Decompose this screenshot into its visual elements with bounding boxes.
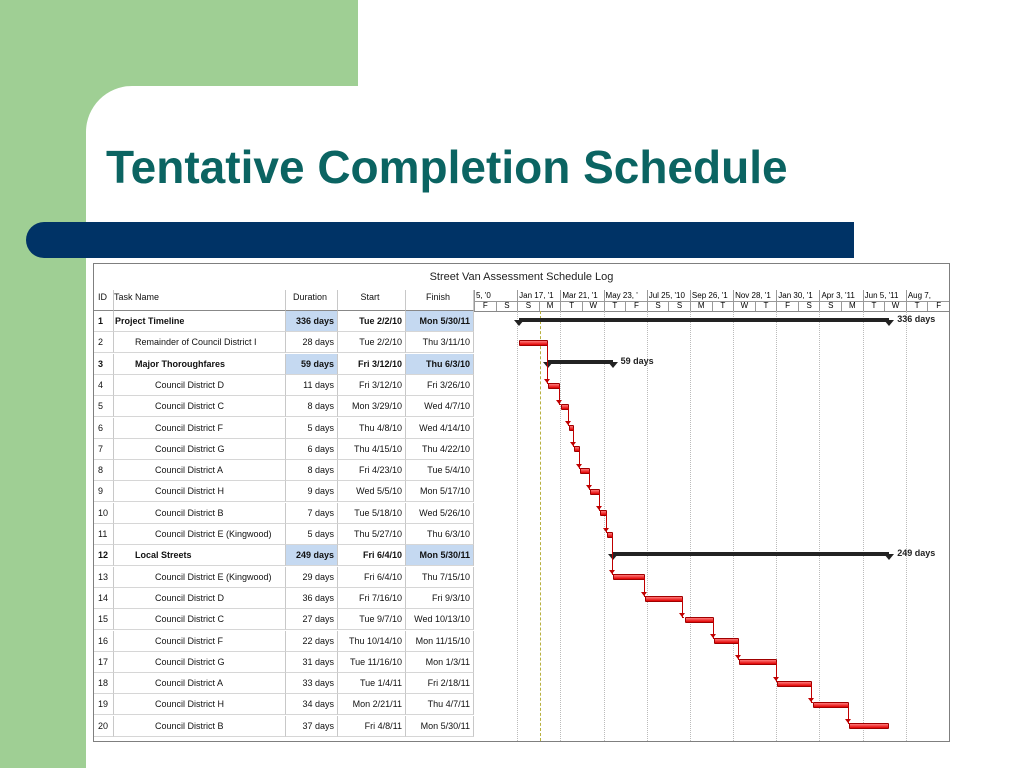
timescale-minor-label: T	[604, 301, 626, 311]
dependency-arrow-icon	[773, 677, 779, 681]
table-row[interactable]	[94, 354, 474, 375]
table-row[interactable]	[94, 631, 474, 652]
table-row[interactable]	[94, 545, 474, 566]
summary-bar-cap	[884, 554, 894, 560]
timescale-major-label: Aug 7,	[906, 290, 949, 301]
cell-task-name: Project Timeline	[114, 311, 286, 332]
summary-duration-label: 336 days	[897, 313, 936, 324]
cell-start: Fri 7/16/10	[338, 588, 406, 609]
cell-duration: 31 days	[286, 652, 338, 673]
gridline	[819, 311, 820, 741]
cell-finish: Thu 3/11/10	[406, 332, 474, 353]
timescale-minor-label: F	[474, 301, 496, 311]
cell-task-name: Remainder of Council District I	[114, 332, 286, 353]
table-row[interactable]	[94, 673, 474, 694]
header-task-name: Task Name	[114, 290, 286, 311]
task-bar[interactable]	[645, 596, 683, 602]
cell-id: 6	[94, 418, 114, 439]
timescale-minor-label: S	[668, 301, 690, 311]
cell-start: Fri 4/23/10	[338, 460, 406, 481]
dependency-arrow-icon	[544, 379, 550, 383]
timescale-minor-label: F	[927, 301, 949, 311]
dependency-link	[612, 535, 614, 576]
dependency-arrow-icon	[808, 698, 814, 702]
timescale-major-label: Jul 25, '10	[647, 290, 690, 301]
cell-finish: Mon 11/15/10	[406, 631, 474, 652]
dependency-arrow-icon	[556, 400, 562, 404]
cell-duration: 27 days	[286, 609, 338, 630]
table-row[interactable]	[94, 716, 474, 737]
cell-start: Fri 6/4/10	[338, 545, 406, 566]
cell-duration: 9 days	[286, 481, 338, 502]
cell-finish: Fri 2/18/11	[406, 673, 474, 694]
cell-duration: 22 days	[286, 631, 338, 652]
timescale-minor-label: T	[863, 301, 885, 311]
summary-bar[interactable]	[519, 318, 889, 322]
gridline	[906, 311, 907, 741]
timescale-major-label: Mar 21, '1	[560, 290, 603, 301]
table-row[interactable]	[94, 652, 474, 673]
cell-finish: Mon 5/30/11	[406, 716, 474, 737]
timescale-minor-label: M	[539, 301, 561, 311]
timescale	[474, 290, 949, 311]
cell-finish: Wed 5/26/10	[406, 503, 474, 524]
table-row[interactable]	[94, 503, 474, 524]
gantt-title: Street Van Assessment Schedule Log	[429, 271, 614, 283]
cell-duration: 11 days	[286, 375, 338, 396]
table-row[interactable]	[94, 524, 474, 545]
table-row[interactable]	[94, 396, 474, 417]
cell-id: 7	[94, 439, 114, 460]
cell-start: Thu 10/14/10	[338, 631, 406, 652]
timescale-minor-label: S	[819, 301, 841, 311]
cell-duration: 8 days	[286, 460, 338, 481]
cell-start: Tue 5/18/10	[338, 503, 406, 524]
cell-id: 13	[94, 567, 114, 588]
cell-id: 11	[94, 524, 114, 545]
timescale-minor-label: F	[776, 301, 798, 311]
table-row[interactable]	[94, 567, 474, 588]
cell-start: Tue 1/4/11	[338, 673, 406, 694]
cell-task-name: Council District B	[114, 716, 286, 737]
dependency-arrow-icon	[735, 655, 741, 659]
gridline	[733, 311, 734, 741]
cell-task-name: Council District D	[114, 588, 286, 609]
gridline	[863, 311, 864, 741]
cell-finish: Mon 5/30/11	[406, 311, 474, 332]
cell-duration: 5 days	[286, 524, 338, 545]
cell-id: 1	[94, 311, 114, 332]
table-row[interactable]	[94, 588, 474, 609]
cell-start: Mon 3/29/10	[338, 396, 406, 417]
summary-duration-label: 59 days	[620, 356, 654, 367]
timescale-minor-label: S	[798, 301, 820, 311]
summary-bar[interactable]	[548, 360, 612, 364]
dependency-arrow-icon	[565, 421, 571, 425]
cell-task-name: Council District C	[114, 396, 286, 417]
cell-id: 15	[94, 609, 114, 630]
header-id: ID	[94, 290, 114, 311]
table-row[interactable]	[94, 481, 474, 502]
dependency-arrow-icon	[586, 485, 592, 489]
gantt-chart-panel	[93, 263, 950, 742]
cell-start: Tue 2/2/10	[338, 332, 406, 353]
timescale-minor-label: W	[884, 301, 906, 311]
timescale-minor-label: M	[690, 301, 712, 311]
cell-id: 16	[94, 631, 114, 652]
cell-finish: Wed 10/13/10	[406, 609, 474, 630]
cell-task-name: Council District H	[114, 694, 286, 715]
cell-start: Thu 5/27/10	[338, 524, 406, 545]
timescale-minor-label: T	[906, 301, 928, 311]
cell-finish: Thu 6/3/10	[406, 524, 474, 545]
table-header	[94, 290, 474, 311]
cell-duration: 249 days	[286, 545, 338, 566]
task-bar[interactable]	[714, 638, 739, 644]
header-finish: Finish	[406, 290, 474, 311]
cell-start: Mon 2/21/11	[338, 694, 406, 715]
cell-start: Thu 4/15/10	[338, 439, 406, 460]
dependency-arrow-icon	[596, 506, 602, 510]
cell-task-name: Council District F	[114, 631, 286, 652]
cell-task-name: Council District D	[114, 375, 286, 396]
timescale-minor-label: W	[733, 301, 755, 311]
cell-task-name: Council District H	[114, 481, 286, 502]
gridline	[647, 311, 648, 741]
cell-finish: Wed 4/7/10	[406, 396, 474, 417]
status-date-line	[540, 311, 541, 741]
cell-id: 10	[94, 503, 114, 524]
timescale-major-label: May 23, '	[604, 290, 647, 301]
cell-id: 4	[94, 375, 114, 396]
summary-bar-cap	[514, 320, 524, 326]
cell-duration: 8 days	[286, 396, 338, 417]
timescale-major-label: Jun 5, '11	[863, 290, 906, 301]
cell-finish: Tue 5/4/10	[406, 460, 474, 481]
dependency-arrow-icon	[609, 570, 615, 574]
cell-finish: Mon 5/17/10	[406, 481, 474, 502]
table-row[interactable]	[94, 311, 474, 332]
table-row[interactable]	[94, 332, 474, 353]
cell-duration: 34 days	[286, 694, 338, 715]
timescale-minor-label: T	[712, 301, 734, 311]
task-bar[interactable]	[685, 617, 713, 623]
table-row[interactable]	[94, 375, 474, 396]
navy-divider-bar	[26, 222, 854, 258]
cell-start: Fri 3/12/10	[338, 354, 406, 375]
cell-task-name: Council District E (Kingwood)	[114, 524, 286, 545]
task-bar[interactable]	[849, 723, 890, 729]
cell-task-name: Council District G	[114, 439, 286, 460]
cell-duration: 37 days	[286, 716, 338, 737]
dependency-arrow-icon	[641, 592, 647, 596]
cell-duration: 6 days	[286, 439, 338, 460]
cell-finish: Mon 5/30/11	[406, 545, 474, 566]
cell-start: Wed 5/5/10	[338, 481, 406, 502]
table-row[interactable]	[94, 460, 474, 481]
cell-finish: Thu 4/7/11	[406, 694, 474, 715]
task-bar[interactable]	[777, 681, 812, 687]
cell-duration: 7 days	[286, 503, 338, 524]
cell-start: Thu 4/8/10	[338, 418, 406, 439]
dependency-arrow-icon	[603, 528, 609, 532]
cell-task-name: Council District B	[114, 503, 286, 524]
cell-id: 5	[94, 396, 114, 417]
gantt-bars-area	[474, 311, 949, 741]
dependency-arrow-icon	[710, 634, 716, 638]
timescale-major-label: 5, '0	[474, 290, 517, 301]
summary-bar[interactable]	[613, 552, 890, 556]
task-bar[interactable]	[613, 574, 645, 580]
cell-task-name: Council District A	[114, 460, 286, 481]
dependency-arrow-icon	[845, 719, 851, 723]
cell-start: Tue 9/7/10	[338, 609, 406, 630]
timescale-minor-label: T	[560, 301, 582, 311]
task-bar[interactable]	[519, 340, 548, 346]
table-row[interactable]	[94, 418, 474, 439]
timescale-minor-label: S	[496, 301, 518, 311]
cell-finish: Thu 4/22/10	[406, 439, 474, 460]
cell-duration: 336 days	[286, 311, 338, 332]
summary-duration-label: 249 days	[897, 547, 936, 558]
cell-id: 19	[94, 694, 114, 715]
dependency-arrow-icon	[679, 613, 685, 617]
cell-task-name: Council District E (Kingwood)	[114, 567, 286, 588]
cell-start: Fri 6/4/10	[338, 567, 406, 588]
cell-id: 9	[94, 481, 114, 502]
cell-id: 12	[94, 545, 114, 566]
cell-duration: 36 days	[286, 588, 338, 609]
cell-duration: 5 days	[286, 418, 338, 439]
header-start: Start	[338, 290, 406, 311]
timescale-major-label: Jan 30, '1	[776, 290, 819, 301]
task-bar[interactable]	[739, 659, 777, 665]
timescale-major-label: Nov 28, '1	[733, 290, 776, 301]
header-duration: Duration	[286, 290, 338, 311]
task-bar[interactable]	[813, 702, 848, 708]
cell-start: Fri 4/8/11	[338, 716, 406, 737]
timescale-major-label: Apr 3, '11	[819, 290, 862, 301]
cell-id: 8	[94, 460, 114, 481]
timescale-minor-label: T	[755, 301, 777, 311]
cell-task-name: Council District A	[114, 673, 286, 694]
cell-task-name: Council District G	[114, 652, 286, 673]
cell-id: 3	[94, 354, 114, 375]
gridline	[604, 311, 605, 741]
cell-finish: Thu 6/3/10	[406, 354, 474, 375]
gridline	[690, 311, 691, 741]
cell-start: Tue 11/16/10	[338, 652, 406, 673]
cell-id: 17	[94, 652, 114, 673]
slide-title: Tentative Completion Schedule	[106, 141, 788, 193]
cell-start: Fri 3/12/10	[338, 375, 406, 396]
dependency-arrow-icon	[576, 464, 582, 468]
cell-id: 14	[94, 588, 114, 609]
cell-task-name: Major Thoroughfares	[114, 354, 286, 375]
cell-id: 2	[94, 332, 114, 353]
cell-duration: 29 days	[286, 567, 338, 588]
cell-finish: Thu 7/15/10	[406, 567, 474, 588]
timescale-minor-label: M	[841, 301, 863, 311]
cell-task-name: Council District F	[114, 418, 286, 439]
cell-finish: Fri 3/26/10	[406, 375, 474, 396]
gridline	[560, 311, 561, 741]
cell-duration: 33 days	[286, 673, 338, 694]
cell-id: 18	[94, 673, 114, 694]
cell-duration: 59 days	[286, 354, 338, 375]
table-row[interactable]	[94, 694, 474, 715]
cell-id: 20	[94, 716, 114, 737]
cell-finish: Mon 1/3/11	[406, 652, 474, 673]
dependency-link	[547, 343, 549, 384]
cell-task-name: Council District C	[114, 609, 286, 630]
cell-finish: Wed 4/14/10	[406, 418, 474, 439]
summary-bar-cap	[608, 362, 618, 368]
cell-finish: Fri 9/3/10	[406, 588, 474, 609]
timescale-major-label: Jan 17, '1	[517, 290, 560, 301]
table-row[interactable]	[94, 439, 474, 460]
timescale-major-label: Sep 26, '1	[690, 290, 733, 301]
timescale-minor-label: S	[647, 301, 669, 311]
gridline	[517, 311, 518, 741]
timescale-minor-label: W	[582, 301, 604, 311]
timescale-minor-label: S	[517, 301, 539, 311]
cell-start: Tue 2/2/10	[338, 311, 406, 332]
dependency-arrow-icon	[570, 442, 576, 446]
cell-duration: 28 days	[286, 332, 338, 353]
timescale-minor-label: F	[625, 301, 647, 311]
table-row[interactable]	[94, 609, 474, 630]
summary-bar-cap	[884, 320, 894, 326]
cell-task-name: Local Streets	[114, 545, 286, 566]
